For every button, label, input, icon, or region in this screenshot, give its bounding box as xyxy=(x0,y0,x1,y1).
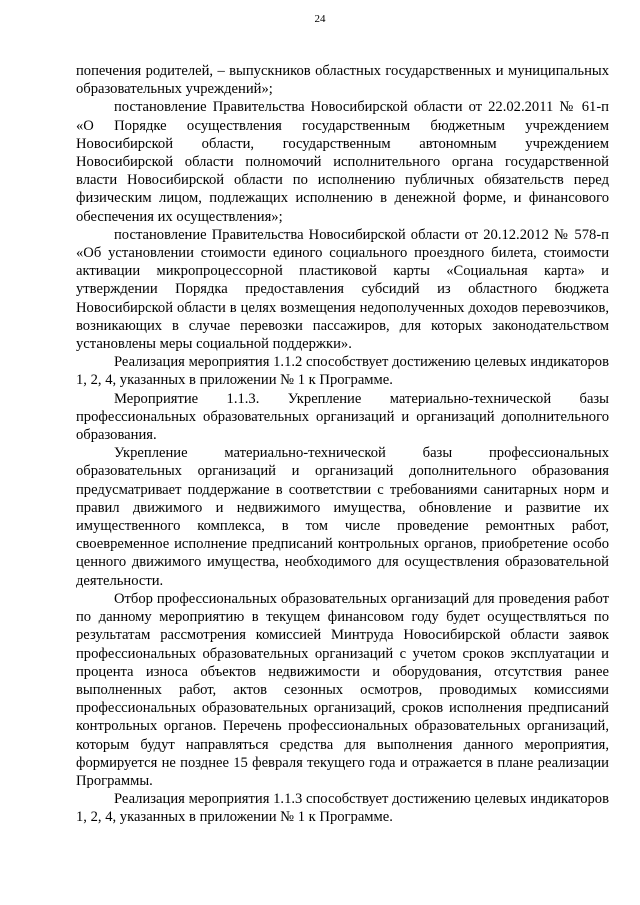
paragraph-implementation-1-1-3: Реализация мероприятия 1.1.3 способствует достижению целевых индикаторов 1, 2, 4, указанных в приложении № 1 к Программе. xyxy=(76,791,609,826)
paragraph-implementation-1-1-2: Реализация мероприятия 1.1.2 способствует достижению целевых индикаторов 1, 2, 4, указанных в приложении № 1 к Программе. xyxy=(76,354,609,389)
paragraph-resolution-578p: постановление Правительства Новосибирской области от 20.12.2012 № 578-п «Об установлении стоимости единого социального проездного билета, стоимости активации микропроцессорной пластиковой карты «Социальная карта» и утверждении Порядка предоставления субсидий из областного бюджета Новосибирской области в целях возмещения недополученных доходов перевозчиков, возникающих в случае перевозки пассажиров, для которых законодательством установлены меры социальной поддержки». xyxy=(76,226,609,353)
paragraph-measure-1-1-3-heading: Мероприятие 1.1.3. Укрепление материально-технической базы профессиональных образовательных организаций и организаций дополнительного образования. xyxy=(76,390,609,444)
paragraph-continuation: попечения родителей, – выпускников областных государственных и муниципальных образовательных учреждений»; xyxy=(76,63,609,98)
page-number: 24 xyxy=(314,13,326,25)
paragraph-resolution-61p: постановление Правительства Новосибирской области от 22.02.2011 № 61-п «О Порядке осуществления государственным бюджетным учреждением Новосибирской области, государственным автономным учреждением Новосибирской области полномочий исполнительного органа государственной власти Новосибирской области по исполнению публичных обязательств перед физическим лицом, подлежащих исполнению в денежной форме, и финансового обеспечения их осуществления»; xyxy=(76,99,609,225)
document-body xyxy=(76,62,609,827)
paragraph-strengthening-description: Укрепление материально-технической базы профессиональных образовательных организаций и организаций дополнительного образования предусматривает поддержание в соответствии с требованиями санитарных норм и правил движимого и недвижимого имущества, обновление и развитие их имущественного комплекса, в том числе проведение ремонтных работ, своевременное исполнение предписаний контрольных органов, приобретение особо ценного движимого имущества, необходимого для осуществления образовательной деятельности. xyxy=(76,445,609,589)
paragraph-selection-procedure: Отбор профессиональных образовательных организаций для проведения работ по данному мероприятию в текущем финансовом году будет осуществляться по результатам рассмотрения комиссией Минтруда Новосибирской области заявок профессиональных образовательных организаций с учетом сроков эксплуатации и процента износа объектов недвижимости и оборудования, отсутствия ранее выполненных работ, актов сезонных осмотров, проводимых комиссиями профессиональных образовательных организаций, сроков исполнения предписаний контрольных органов. Перечень профессиональных образовательных организаций, которым будут направляться средства для выполнения данного мероприятия, формируется не позднее 15 февраля текущего года и отражается в плане реализации Программы. xyxy=(76,590,609,789)
